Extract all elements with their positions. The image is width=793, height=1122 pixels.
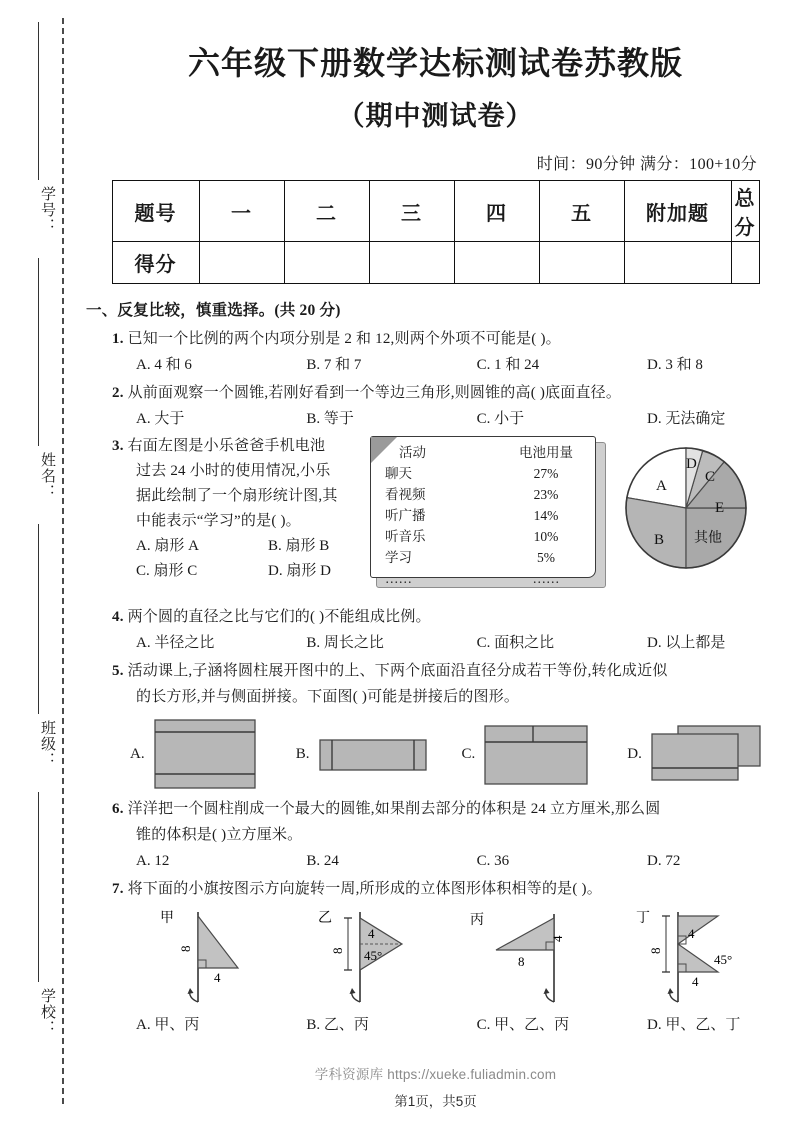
score-input-cell[interactable] (731, 242, 759, 284)
note-activity: 聊天 (385, 466, 412, 481)
pie-label-c: C (705, 469, 716, 485)
option-b[interactable]: B. 乙、丙 (306, 1017, 369, 1033)
pie-label-a: A (656, 478, 667, 494)
margin-rule-3 (38, 524, 39, 714)
flag-bing-label: 丙 (470, 913, 484, 928)
option-b[interactable]: B. 扇形 B (268, 538, 330, 554)
figure-b-svg (318, 718, 430, 790)
margin-label-class: 班级： (39, 720, 55, 768)
question-7 (78, 876, 793, 1038)
flag-ding-svg (622, 906, 772, 1010)
exam-page (78, 0, 793, 1122)
flag-ding-label: 丁 (636, 911, 650, 926)
score-table (112, 180, 760, 284)
note-header-row (385, 442, 585, 463)
figure-label-d: D. (627, 745, 642, 762)
figure-a-svg (153, 718, 259, 790)
question-1 (78, 326, 793, 378)
figure-label-b: B. (295, 745, 310, 762)
option-c[interactable]: C. 1 和 24 (476, 357, 540, 373)
option-d[interactable]: D. 72 (646, 853, 681, 869)
figure-option-c[interactable] (462, 718, 628, 790)
pie-label-d: D (686, 456, 697, 472)
score-row-label: 得分 (112, 242, 199, 284)
score-input-cell[interactable] (199, 242, 284, 284)
score-header-cell: 一 (199, 181, 284, 242)
note-usage: 10% (533, 529, 559, 544)
question-5-line-1 (112, 658, 793, 684)
note-usage: 23% (533, 487, 559, 502)
question-1-body: 已知一个比例的两个内项分别是 2 和 12,则两个外项不可能是( )。 (127, 331, 561, 347)
note-row (385, 505, 585, 526)
flag-bing-svg (462, 906, 612, 1010)
score-header-cell: 附加题 (624, 181, 731, 242)
note-activity: 学习 (385, 550, 412, 565)
margin-label-name: 姓名： (39, 452, 55, 500)
question-6-number: 6. (112, 801, 124, 817)
option-a[interactable]: A. 大于 (136, 411, 185, 427)
note-row (385, 547, 585, 568)
question-3-line-4: 中能表示“学习”的是( )。 (136, 513, 301, 529)
pie-chart (618, 440, 758, 580)
page-subtitle: （期中测试卷） (337, 101, 534, 131)
question-2-text (112, 380, 793, 406)
pie-label-other: 其他 (694, 531, 722, 546)
figure-c-svg (483, 718, 593, 790)
score-header-cell: 题号 (112, 181, 199, 242)
note-activity: 听音乐 (385, 529, 426, 544)
option-a[interactable]: A. 半径之比 (136, 635, 215, 651)
table-row-header (112, 181, 759, 242)
option-d[interactable]: D. 扇形 D (268, 563, 331, 579)
option-c[interactable]: C. 小于 (476, 411, 525, 427)
flag-yi-label: 乙 (318, 911, 332, 926)
score-input-cell[interactable] (284, 242, 369, 284)
option-d[interactable]: D. 甲、乙、丁 (646, 1017, 741, 1033)
option-a[interactable]: A. 4 和 6 (136, 357, 192, 373)
pie-chart-svg (618, 440, 758, 580)
dashed-fold-line (62, 18, 64, 1104)
note-usage: 14% (533, 508, 559, 523)
margin-rule-1 (38, 22, 39, 180)
option-c[interactable]: C. 甲、乙、丙 (476, 1017, 570, 1033)
page-footer (78, 1063, 793, 1110)
option-a[interactable]: A. 扇形 A (136, 538, 199, 554)
flag-ding (622, 906, 782, 1010)
question-5 (78, 658, 793, 792)
note-body (370, 436, 596, 586)
note-row (385, 463, 585, 484)
question-5-figures (130, 716, 793, 792)
score-header-cell: 二 (284, 181, 369, 242)
option-a[interactable]: A. 甲、丙 (136, 1017, 200, 1033)
exam-meta: 时间：90分钟 满分：100+10分 (536, 156, 757, 173)
question-5-number: 5. (112, 663, 124, 679)
question-1-number: 1. (112, 331, 124, 347)
question-7-flags (142, 906, 793, 1010)
score-input-cell[interactable] (454, 242, 539, 284)
option-c[interactable]: C. 36 (476, 853, 510, 869)
question-3-line-2: 过去 24 小时的使用情况,小乐 (136, 463, 331, 479)
option-c[interactable]: C. 面积之比 (476, 635, 555, 651)
option-c[interactable]: C. 扇形 C (136, 563, 198, 579)
flag-ding-base: 4 (692, 974, 699, 989)
question-2-body: 从前面观察一个圆锥,若刚好看到一个等边三角形,则圆锥的高( )底面直径。 (127, 385, 622, 401)
flag-yi (302, 906, 462, 1010)
flag-ding-side: 8 (648, 947, 663, 954)
question-2 (78, 380, 793, 432)
question-7-options (136, 1012, 793, 1038)
question-4 (78, 604, 793, 656)
note-header-usage: 电池用量 (519, 445, 573, 460)
margin-label-student-id: 学号： (39, 186, 55, 234)
figure-label-c: C. (461, 745, 476, 762)
margin-rule-4 (38, 792, 39, 982)
option-b[interactable]: B. 24 (306, 853, 339, 869)
question-6-body: 洋洋把一个圆柱削成一个最大的圆锥,如果削去部分的体积是 24 立方厘米,那么圆 (127, 801, 661, 817)
question-7-text (112, 876, 793, 902)
score-input-cell[interactable] (539, 242, 624, 284)
question-5-line-2: 的长方形,并与侧面拼接。下面图( )可能是拼接后的图形。 (136, 689, 520, 705)
flag-jia-side: 8 (178, 945, 193, 952)
option-b[interactable]: B. 等于 (306, 411, 354, 427)
note-header-activity: 活动 (399, 445, 426, 460)
note-row (385, 484, 585, 505)
flag-jia-label: 甲 (160, 911, 174, 926)
score-header-cell: 总分 (731, 181, 759, 242)
margin-label-school: 学校： (39, 988, 55, 1036)
option-d[interactable]: D. 3 和 8 (646, 357, 703, 373)
question-3-body: 右面左图是小乐爸爸手机电池 (127, 438, 326, 454)
note-activity: 看视频 (385, 487, 426, 502)
binding-margin (0, 0, 78, 1122)
figure-d-svg (650, 718, 766, 790)
question-1-options (136, 352, 793, 378)
score-header-cell: 三 (369, 181, 454, 242)
option-b[interactable]: B. 7 和 7 (306, 357, 362, 373)
flag-jia-base: 4 (214, 970, 221, 985)
question-7-number: 7. (112, 881, 124, 897)
question-4-number: 4. (112, 609, 124, 625)
note-usage: 27% (533, 466, 559, 481)
question-6 (78, 796, 793, 874)
note-row (385, 526, 585, 547)
note-usage: 5% (537, 550, 555, 565)
note-usage: …… (532, 571, 560, 586)
question-4-body: 两个圆的直径之比与它们的( )不能组成比例。 (127, 609, 431, 625)
flag-yi-top: 4 (368, 926, 375, 941)
figure-option-a[interactable] (130, 718, 296, 790)
question-2-number: 2. (112, 385, 124, 401)
battery-usage-note (370, 436, 602, 584)
question-4-text (112, 604, 793, 630)
question-4-options (136, 630, 793, 656)
note-activity: 听广播 (385, 508, 426, 523)
margin-rule-2 (38, 258, 39, 446)
flag-bing-base: 8 (518, 954, 525, 969)
score-header-cell: 五 (539, 181, 624, 242)
flag-bing-side: 4 (550, 935, 565, 942)
figure-option-d[interactable] (627, 718, 793, 790)
flag-yi-side: 8 (330, 947, 345, 954)
question-3-number: 3. (112, 438, 124, 454)
question-6-options (136, 848, 793, 874)
flag-bing (462, 906, 622, 1010)
pie-label-b: B (654, 532, 665, 548)
pie-label-e: E (715, 500, 725, 516)
note-activity: …… (385, 571, 412, 586)
watermark-text: 学科资源库 https://xueke.fuliadmin.com (314, 1067, 557, 1082)
option-b[interactable]: B. 周长之比 (306, 635, 384, 651)
flag-ding-angle: 45° (714, 952, 733, 967)
page-number: 第1页，共5页 (394, 1094, 477, 1109)
table-row-score (112, 242, 759, 284)
option-d[interactable]: D. 无法确定 (646, 411, 726, 427)
question-6-line-2: 锥的体积是( )立方厘米。 (136, 827, 303, 843)
flag-ding-top: 4 (688, 926, 695, 941)
section-heading-1: 一、反复比较，慎重选择。(共 20 分) (86, 302, 341, 319)
flag-yi-svg (302, 906, 452, 1010)
figure-option-b[interactable] (296, 718, 462, 790)
question-3 (78, 434, 793, 602)
note-rows (385, 442, 585, 589)
score-input-cell[interactable] (369, 242, 454, 284)
option-a[interactable]: A. 12 (136, 853, 170, 869)
question-3-line-1 (112, 434, 378, 459)
question-7-body: 将下面的小旗按图示方向旋转一周,所形成的立体图形体积相等的是( )。 (127, 881, 602, 897)
option-d[interactable]: D. 以上都是 (646, 635, 726, 651)
flag-yi-angle: 45° (364, 948, 383, 963)
score-header-cell: 四 (454, 181, 539, 242)
question-2-options (136, 406, 793, 432)
page-title: 六年级下册数学达标测试卷苏教版 (187, 45, 683, 81)
score-input-cell[interactable] (624, 242, 731, 284)
question-6-line-1 (112, 796, 793, 822)
flag-jia-svg (142, 906, 292, 1010)
question-3-line-3: 据此绘制了一个扇形统计图,其 (136, 488, 338, 504)
question-1-text (112, 326, 793, 352)
question-5-body: 活动课上,子涵将圆柱展开图中的上、下两个底面沿直径分成若干等份,转化成近似 (127, 663, 668, 679)
figure-label-a: A. (130, 745, 145, 762)
flag-jia (142, 906, 302, 1010)
question-3-text-block (78, 434, 378, 534)
note-row (385, 568, 585, 589)
